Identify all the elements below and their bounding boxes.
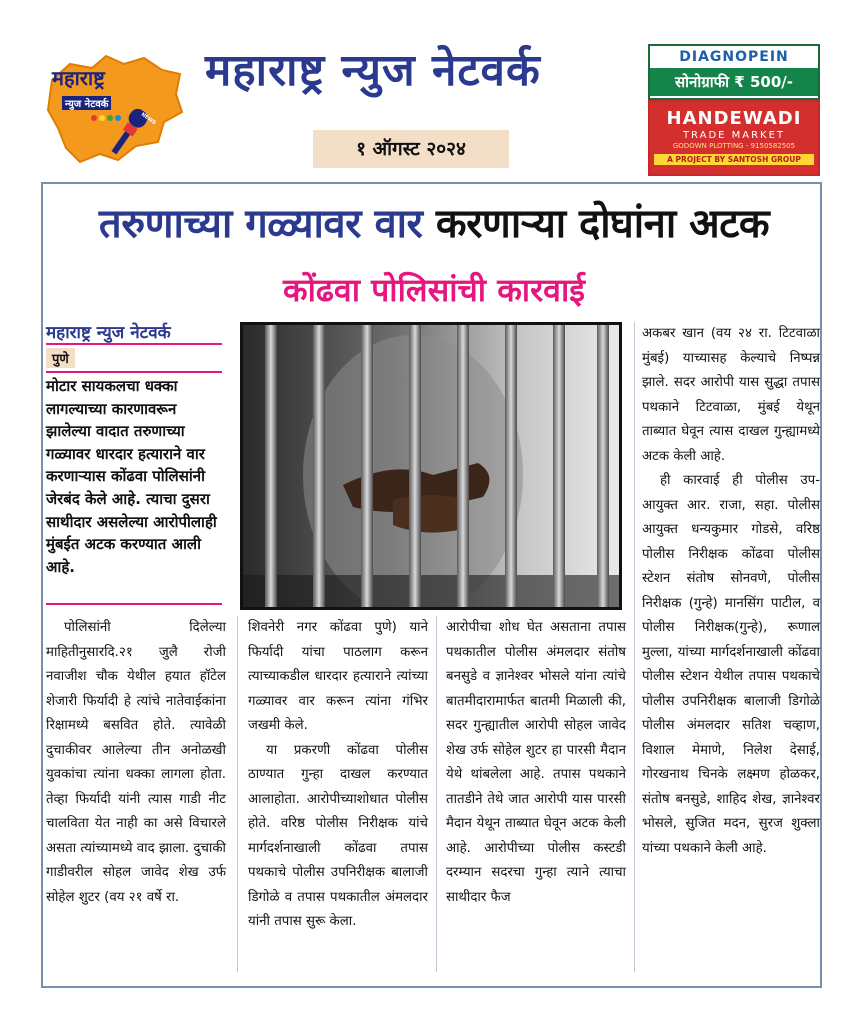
- paragraph: शिवनेरी नगर कोंढवा पुणे) याने फिर्यादी यांचा पाठलाग करून त्याच्याकडील धारदार हत्याराने त्यांच्या गळ्यावर वार करून त्यांना गंभिर जखमी केले.: [248, 620, 428, 733]
- ad-handewadi-godown: GODOWN PLOTTING - 9150582505: [672, 142, 796, 150]
- paragraph: आरोपीचा शोध घेत असताना तपास पथकातील पोलीस अंमलदार संतोष बनसुडे व ज्ञानेश्वर भोसले यांना त्यांचे बातमीदारामार्फत बातमी मिळाली की, सदर गुन्ह्यातील आरोपी सोहल जावेद शेख उर्फ सोहेल शुटर हा पारसी मैदान येथे थांबलेला आहे. तपास पथकाने तातडीने तेथे जात आरोपी यास पारसी मैदान येथून ताब्यात घेवून अटक केली आहे. आरोपीच्या पोलीस कस्टडी दरम्यान सदरचा गुन्हा त्याने त्याचा साथीदार फैज: [446, 620, 626, 905]
- byline-divider: [46, 343, 222, 345]
- article-column-1: [46, 616, 226, 910]
- paragraph: ही कारवाई ही पोलीस उप-आयुक्त आर. राजा, सहा. पोलीस आयुक्त धन्यकुमार गोडसे, वरिष्ठ पोलीस निरीक्षक कोंढवा पोलीस स्टेशन संतोष सोनवणे, पोलीस निरीक्षक (गुन्हे) मानसिंग पाटील, व पोलीस निरीक्षक(गुन्हे), रूणाल मुल्ला, यांच्या मार्गदर्शनाखाली कोंढवा पोलीस स्टेशन येथील तपास पथकाचे पोलीस उपनिरीक्षक बालाजी डिगोळे पोलीस अंमलदार सतिश चव्हाण, विशाल मेमाणे, निलेश देसाई, गोरखनाथ चिनके लक्ष्मण होळकर, संतोष बनसुडे, शाहिद शेख, ज्ञानेश्वर भोसले, सुजित मदन, सुरज शुक्ला यांच्या पथकाने केली आहे.: [642, 473, 820, 856]
- logo-line1: महाराष्ट्र: [52, 66, 105, 90]
- article-column-3: [446, 616, 626, 910]
- paragraph: पोलिसांनी दिलेल्या माहितीनुसारदि.२१ जुलै रोजी नवाजीश चौक येथील हयात हॉटेल शेजारी फिर्यादी हे त्यांचे नातेवाईकांना रिक्षामध्ये बसवित होते. त्यावेळी दुचाकीवर आलेल्या तीन अनोळखी युवकांचा त्यांना धक्का लागला होता. तेव्हा फिर्यादी यांनी त्यास गाडी नीट चालविता येत नाही का असे विचारले असता त्यांच्यामध्ये वाद झाला. दुचाकी गाडीवरील सोहल जावेद शेख उर्फ सोहेल शुटर (वय २१ वर्षे रा.: [46, 620, 226, 905]
- ad-handewadi-subtitle: TRADE MARKET: [682, 130, 786, 141]
- ad-diagnopein[interactable]: [648, 44, 820, 100]
- ad-diagnopein-brand: DIAGNOPEIN: [679, 49, 789, 65]
- article-column-2: [248, 616, 428, 935]
- column-divider: [237, 616, 238, 972]
- article-headline: [52, 196, 816, 252]
- masthead: [0, 0, 863, 178]
- site-title: महाराष्ट्र न्युज नेटवर्क: [205, 45, 541, 96]
- brand-logo[interactable]: [40, 50, 188, 168]
- issue-date: १ ऑगस्ट २०२४: [313, 130, 509, 168]
- headline-part2: करणाऱ्या दोघांना अटक: [435, 201, 770, 247]
- prison-bars-image-icon: [243, 325, 619, 607]
- article-photo: [240, 322, 622, 610]
- logo-line2: न्युज नेटवर्क: [62, 96, 111, 110]
- lead-top-divider: [46, 371, 222, 373]
- paragraph: अकबर खान (वय २४ रा. टिटवाळा मुंबई) याच्यासह केल्याचे निष्पन्न झाले. सदर आरोपी यास सुद्धा तपास पथकाने टिटवाळा, मुंबई येथून ताब्यात घेवून त्यास दाखल गुन्ह्यामध्ये अटक केली आहे.: [642, 326, 820, 464]
- ad-handewadi-title: HANDEWADI: [666, 108, 802, 129]
- column-divider: [634, 322, 635, 972]
- logo-mic-text: NEWS: [139, 111, 157, 127]
- article-byline: महाराष्ट्र न्युज नेटवर्क: [46, 323, 171, 343]
- lead-bottom-divider: [46, 603, 222, 605]
- paragraph: या प्रकरणी कोंढवा पोलीस ठाण्यात गुन्हा दाखल करण्यात आलाहोता. आरोपीच्याशोधात पोलीस होते. वरिष्ठ पोलीस निरीक्षक यांचे मार्गदर्शनाखाली कोंढवा तपास पथकाचे पोलीस उपनिरीक्षक बालाजी डिगोळे व तपास पथकातील अंमलदार यांनी तपास सुरू केला.: [248, 742, 428, 929]
- ad-handewadi[interactable]: [648, 100, 820, 176]
- ad-diagnopein-offer: सोनोग्राफी ₹ 500/-: [650, 68, 818, 96]
- article-column-4: [642, 322, 820, 861]
- article-dateline-place: पुणे: [46, 348, 75, 368]
- headline-part1: तरुणाच्या गळ्यावर वार: [98, 201, 423, 247]
- article-subheadline: कोंढवा पोलिसांची कारवाई: [283, 271, 585, 309]
- column-divider: [436, 616, 437, 972]
- article-lead: मोटार सायकलचा धक्का लागल्याच्या कारणावरून झालेल्या वादात तरुणाच्या गळ्यावर धारदार हत्याराने वार करणाऱ्यास कोंढवा पोलिसांनी जेरबंद केले आहे. त्याचा दुसरा साथीदार असलेल्या आरोपीलाही मुंबईत अटक करण्यात आली आहे.: [46, 377, 217, 576]
- ad-handewadi-footer: A PROJECT BY SANTOSH GROUP: [654, 154, 814, 165]
